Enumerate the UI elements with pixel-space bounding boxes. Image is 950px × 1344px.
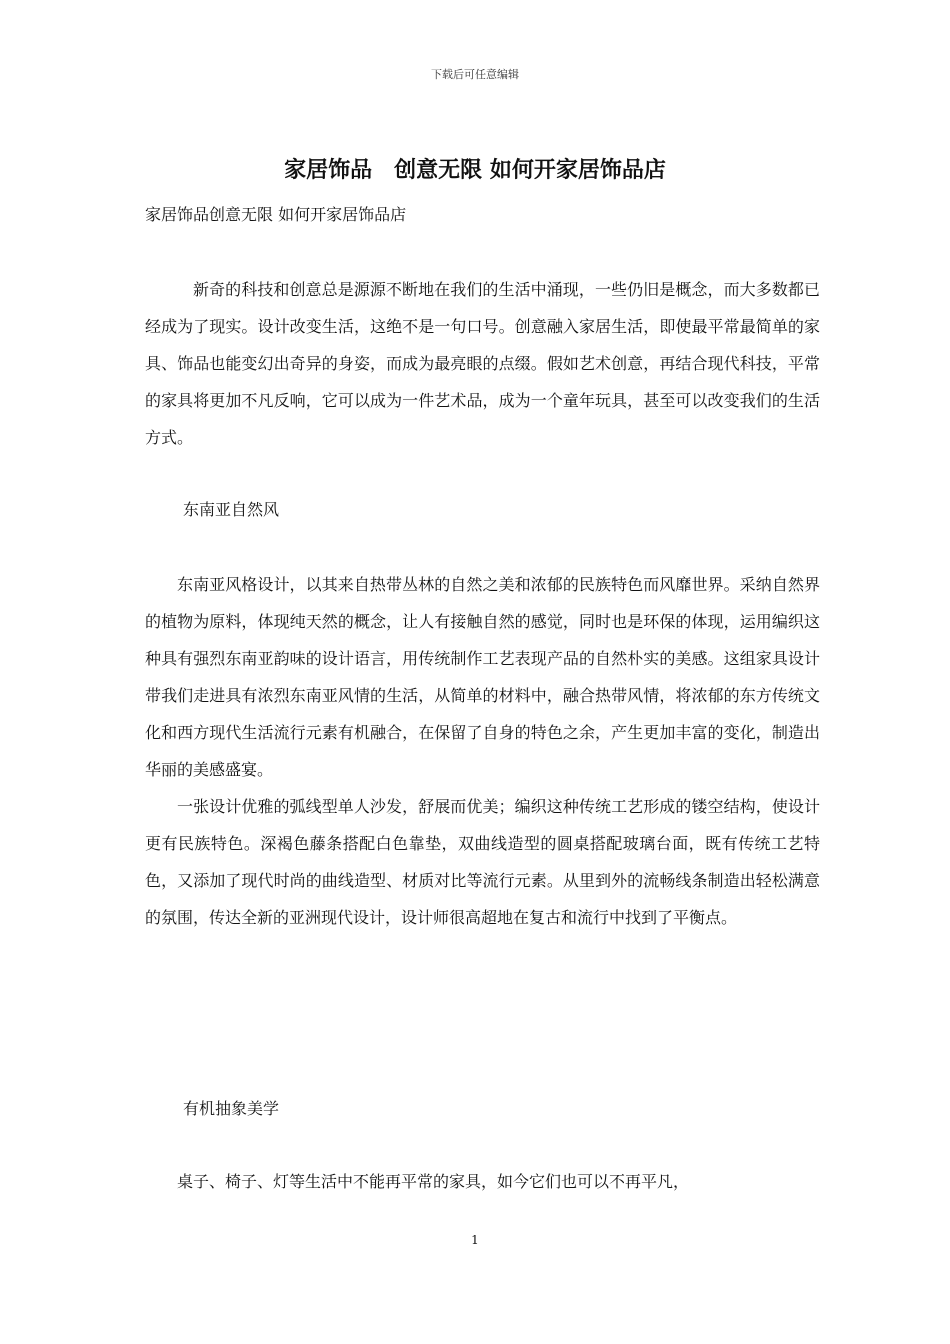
intro-block [145,271,820,456]
document-subtitle: 家居饰品创意无限 如何开家居饰品店 [145,205,407,224]
document-title: 家居饰品 创意无限 如何开家居饰品店 [284,157,666,183]
section-heading-southeast-asia: 东南亚自然风 [183,500,280,519]
organic-abstract-paragraph-1: 桌子、椅子、灯等生活中不能再平常的家具，如今它们也可以不再平凡， [177,1172,690,1191]
southeast-asia-paragraph-2: 一张设计优雅的弧线型单人沙发，舒展而优美；编织这种传统工艺形成的镂空结构，使设计更有民族特色。深褐色藤条搭配白色靠垫，双曲线造型的圆桌搭配玻璃台面，既有传统工艺特色，又添加了现代时尚的曲线造型、材质对比等流行元素。从里到外的流畅线条制造出轻松满意的氛围，传达全新的亚洲现代设计，设计师很高超地在复古和流行中找到了平衡点。 [145,797,820,927]
southeast-asia-block [145,566,820,936]
organic-abstract-block [145,1163,820,1200]
header-note: 下载后可任意编辑 [431,68,519,81]
page-number: 1 [471,1233,479,1247]
intro-paragraph: 新奇的科技和创意总是源源不断地在我们的生活中涌现，一些仍旧是概念，而大多数都已经成为了现实。设计改变生活，这绝不是一句口号。创意融入家居生活，即使最平常最简单的家具、饰品也能变幻出奇异的身姿，而成为最亮眼的点缀。假如艺术创意，再结合现代科技，平常的家具将更加不凡反响，它可以成为一件艺术品，成为一个童年玩具，甚至可以改变我们的生活方式。 [145,280,820,447]
southeast-asia-paragraph-1: 东南亚风格设计，以其来自热带丛林的自然之美和浓郁的民族特色而风靡世界。采纳自然界的植物为原料，体现纯天然的概念，让人有接触自然的感觉，同时也是环保的体现，运用编织这种具有强烈东南亚韵味的设计语言，用传统制作工艺表现产品的自然朴实的美感。这组家具设计带我们走进具有浓烈东南亚风情的生活，从简单的材料中，融合热带风情，将浓郁的东方传统文化和西方现代生活流行元素有机融合，在保留了自身的特色之余，产生更加丰富的变化，制造出华丽的美感盛宴。 [145,575,820,779]
section-heading-organic-abstract: 有机抽象美学 [183,1099,280,1118]
